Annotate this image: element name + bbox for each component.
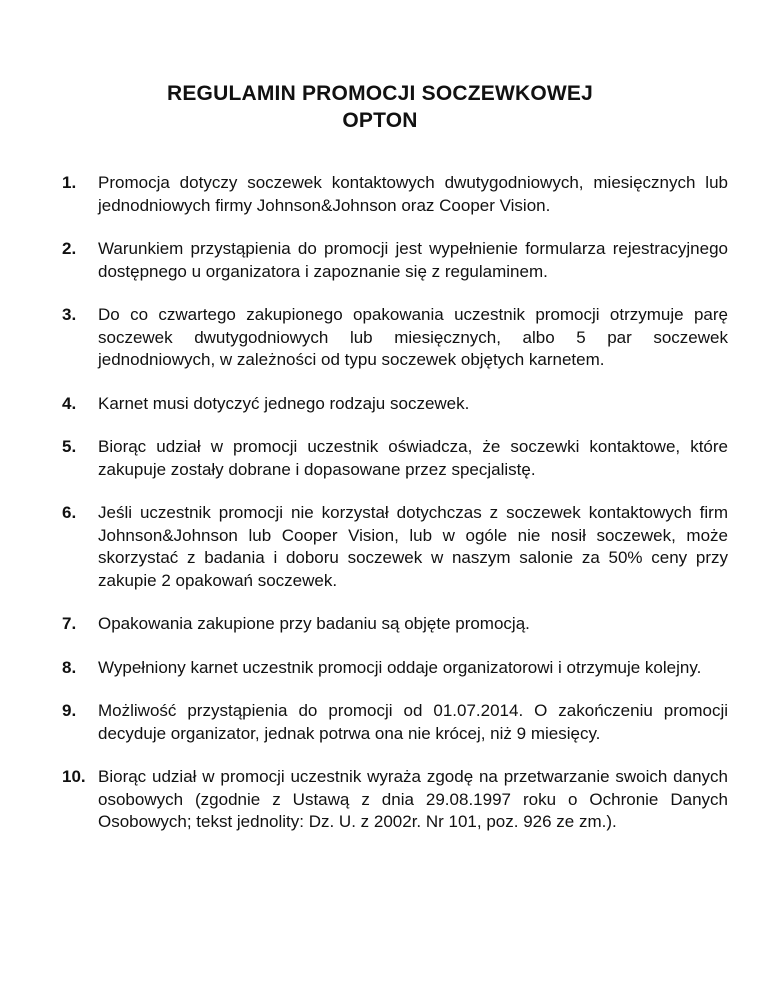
rule-item — [62, 436, 728, 481]
title-line-1: REGULAMIN PROMOCJI SOCZEWKOWEJ — [166, 82, 593, 105]
rule-number: 9. — [62, 701, 77, 720]
title-line-2: OPTON — [342, 109, 418, 132]
rule-text: Biorąc udział w promocji uczestnik oświadcza, że soczewki kontaktowe, które zakupuje zostały dobrane i dopasowane przez specjalistę. — [98, 437, 728, 479]
rule-text: Możliwość przystąpienia do promocji od 01.07.2014. O zakończeniu promocji decyduje organizator, jednak potrwa ona nie krócej, niż 9 miesięcy. — [98, 701, 728, 743]
document-title — [0, 80, 760, 134]
rule-number: 7. — [62, 614, 77, 633]
rule-number: 2. — [62, 239, 77, 258]
rule-text: Wypełniony karnet uczestnik promocji oddaje organizatorowi i otrzymuje kolejny. — [98, 657, 702, 677]
rules-list — [62, 172, 728, 855]
rule-number: 4. — [62, 393, 77, 413]
rule-number: 8. — [62, 657, 77, 677]
rule-item — [62, 238, 728, 283]
rule-text: Promocja dotyczy soczewek kontaktowych dwutygodniowych, miesięcznych lub jednodniowych firmy Johnson&Johnson oraz Cooper Vision. — [98, 173, 728, 215]
rule-item — [62, 700, 728, 745]
rule-text: Karnet musi dotyczyć jednego rodzaju soczewek. — [98, 393, 470, 413]
rule-text: Warunkiem przystąpienia do promocji jest wypełnienie formularza rejestracyjnego dostępnego u organizatora i zapoznanie się z regulaminem. — [98, 239, 728, 281]
rule-text: Jeśli uczestnik promocji nie korzystał dotychczas z soczewek kontaktowych firm Johnson&Johnson lub Cooper Vision, lub w ogóle nie nosił soczewek, może skorzystać z badania i doboru soczewek w naszym salonie za 50% ceny przy zakupie 2 opakowań soczewek. — [98, 503, 728, 590]
rule-number: 5. — [62, 437, 77, 456]
rule-item — [62, 502, 728, 592]
rule-item — [62, 304, 728, 372]
rule-number: 1. — [62, 173, 77, 192]
rule-number: 6. — [62, 503, 77, 522]
rule-number: 10. — [62, 767, 86, 786]
rule-item — [62, 766, 728, 834]
rule-item — [62, 393, 728, 416]
rule-item — [62, 657, 728, 680]
rule-item — [62, 172, 728, 217]
rule-number: 3. — [62, 305, 77, 324]
rule-text: Do co czwartego zakupionego opakowania uczestnik promocji otrzymuje parę soczewek dwutygodniowych lub miesięcznych, albo 5 par soczewek jednodniowych, w zależności od typu soczewek objętych karnetem. — [98, 305, 728, 369]
rule-text: Biorąc udział w promocji uczestnik wyraża zgodę na przetwarzanie swoich danych osobowych (zgodnie z Ustawą z dnia 29.08.1997 roku o Ochronie Danych Osobowych; tekst jednolity: Dz. U. z 2002r. Nr 101, poz. 926 ze zm.). — [98, 767, 728, 831]
rule-text: Opakowania zakupione przy badaniu są objęte promocją. — [98, 614, 530, 633]
rule-item — [62, 613, 728, 636]
